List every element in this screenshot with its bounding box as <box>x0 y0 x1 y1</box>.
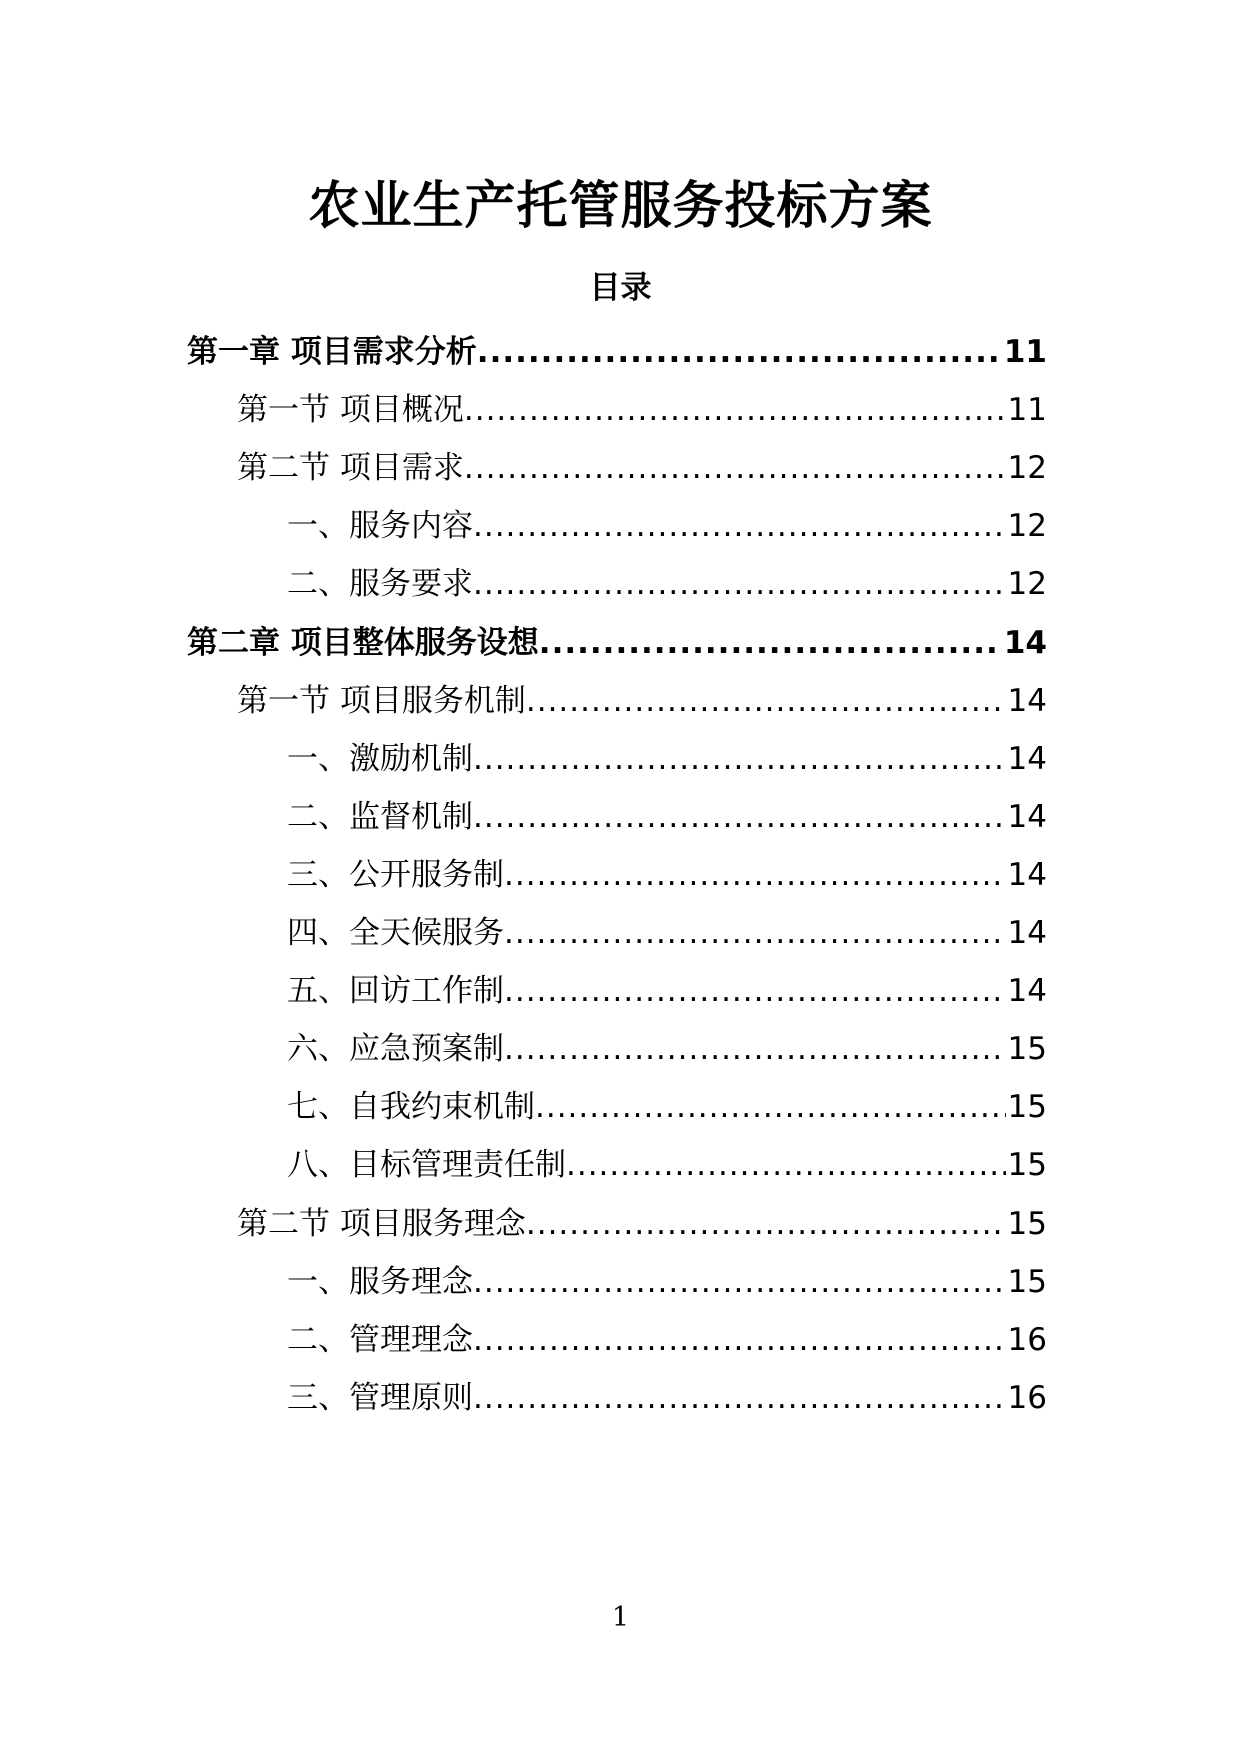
toc-section-entry[interactable] <box>237 1199 1047 1249</box>
toc-subsection-entry[interactable] <box>287 1082 1047 1132</box>
toc-entry-page: 11 <box>1003 334 1047 370</box>
toc-heading: 目录 <box>589 270 652 306</box>
toc-entry-page: 14 <box>1003 624 1047 661</box>
toc-entry-title: 一、服务理念 <box>287 1263 473 1300</box>
toc-dot-leader <box>526 1199 1006 1249</box>
toc-dot-leader <box>504 966 1006 1016</box>
toc-entry-page: 14 <box>1007 682 1047 719</box>
toc-entry-title: 一、服务内容 <box>287 508 473 545</box>
toc-dot-leader <box>473 1315 1006 1365</box>
toc-dot-leader <box>504 908 1006 958</box>
toc-subsection-entry[interactable] <box>287 734 1047 784</box>
toc-entry-title: 五、回访工作制 <box>287 973 504 1010</box>
toc-entry-title: 二、服务要求 <box>287 566 473 603</box>
toc-entry-title: 第二章 项目整体服务设想 <box>187 624 539 661</box>
toc-entry-title: 第一节 项目服务机制 <box>237 682 526 719</box>
toc-subsection-entry[interactable] <box>287 1315 1047 1365</box>
toc-entry-title: 第二节 项目服务理念 <box>237 1205 526 1242</box>
toc-subsection-entry[interactable] <box>287 908 1047 958</box>
toc-section-entry[interactable] <box>237 443 1047 493</box>
toc-entry-page: 16 <box>1007 1379 1047 1416</box>
toc-entry-page: 14 <box>1007 740 1047 777</box>
toc-subsection-entry[interactable] <box>287 792 1047 842</box>
toc-dot-leader <box>504 850 1006 900</box>
toc-entry-title: 四、全天候服务 <box>287 915 504 951</box>
toc-dot-leader <box>473 734 1006 784</box>
toc-dot-leader <box>473 559 1006 609</box>
toc-subsection-entry[interactable] <box>287 966 1047 1016</box>
toc-entry-title: 一、激励机制 <box>287 740 473 777</box>
toc-dot-leader <box>477 327 1002 377</box>
toc-dot-leader <box>504 1024 1006 1074</box>
toc-entry-page: 14 <box>1007 856 1047 893</box>
toc-entry-title: 第一节 项目概况 <box>237 392 464 429</box>
toc-entry-page: 15 <box>1007 1031 1047 1068</box>
toc-entry-page: 12 <box>1007 508 1047 545</box>
toc-section-entry[interactable] <box>237 385 1047 435</box>
page-number: 1 <box>611 1602 630 1633</box>
toc-chapter-entry[interactable] <box>187 327 1047 377</box>
toc-dot-leader <box>535 1082 1006 1132</box>
toc-entry-title: 二、管理理念 <box>287 1321 473 1358</box>
toc-subsection-entry[interactable] <box>287 1257 1047 1307</box>
toc-entry-page: 14 <box>1007 798 1047 835</box>
toc-dot-leader <box>464 385 1006 435</box>
toc-entry-title: 第一章 项目需求分析 <box>187 334 477 370</box>
toc-dot-leader <box>473 501 1006 551</box>
toc-entry-title: 第二节 项目需求 <box>237 450 464 487</box>
toc-dot-leader <box>473 792 1006 842</box>
toc-entry-page: 15 <box>1007 1147 1047 1184</box>
toc-dot-leader <box>464 443 1006 493</box>
toc-entry-title: 七、自我约束机制 <box>287 1089 535 1126</box>
toc-dot-leader <box>473 1373 1006 1423</box>
toc-entry-page: 12 <box>1007 450 1047 487</box>
toc-entry-title: 三、公开服务制 <box>287 856 504 893</box>
toc-entry-page: 15 <box>1007 1205 1047 1242</box>
toc-entry-page: 14 <box>1007 915 1047 951</box>
document-title: 农业生产托管服务投标方案 <box>308 177 933 236</box>
toc-entry-page: 15 <box>1007 1263 1047 1300</box>
toc-entry-title: 六、应急预案制 <box>287 1031 504 1068</box>
toc-section-entry[interactable] <box>237 676 1047 726</box>
toc-subsection-entry[interactable] <box>287 559 1047 609</box>
toc-dot-leader <box>473 1257 1006 1307</box>
toc-entry-title: 八、目标管理责任制 <box>287 1147 566 1184</box>
toc-entry-page: 14 <box>1007 973 1047 1010</box>
toc-entry-title: 二、监督机制 <box>287 798 473 835</box>
toc-dot-leader <box>566 1140 1006 1190</box>
toc-subsection-entry[interactable] <box>287 1373 1047 1423</box>
toc-entry-page: 12 <box>1007 566 1047 603</box>
toc-subsection-entry[interactable] <box>287 501 1047 551</box>
toc-subsection-entry[interactable] <box>287 1024 1047 1074</box>
toc-chapter-entry[interactable] <box>187 618 1047 668</box>
toc-dot-leader <box>539 618 1002 668</box>
toc-subsection-entry[interactable] <box>287 850 1047 900</box>
toc-dot-leader <box>526 676 1006 726</box>
toc-entry-page: 15 <box>1007 1089 1047 1126</box>
toc-entry-title: 三、管理原则 <box>287 1379 473 1416</box>
toc-subsection-entry[interactable] <box>287 1140 1047 1190</box>
toc-entry-page: 11 <box>1007 392 1047 429</box>
toc-entry-page: 16 <box>1007 1321 1047 1358</box>
